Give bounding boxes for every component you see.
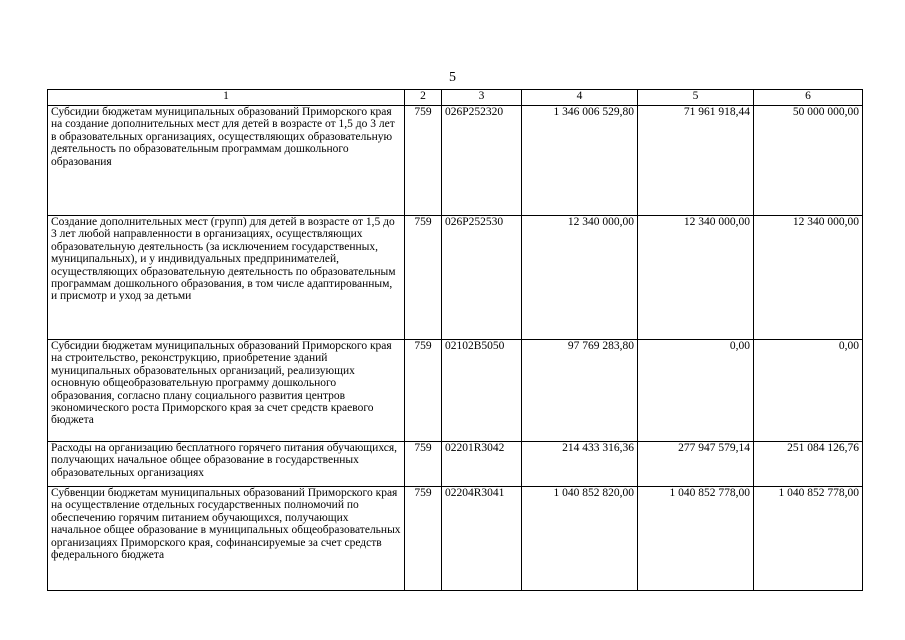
column-header-1: 1 (48, 90, 405, 106)
row-amount-3: 12 340 000,00 (754, 216, 863, 340)
column-header-6: 6 (754, 90, 863, 106)
row-description: Субсидии бюджетам муниципальных образований Приморского края на создание дополнительных мест для детей в возрасте от 1,5 до 3 лет в образовательных организациях, осуществляющих образовательную деятельность по образовательным программам дошкольного образования (48, 106, 405, 216)
row-amount-3: 1 040 852 778,00 (754, 487, 863, 591)
row-amount-3: 0,00 (754, 340, 863, 442)
row-description: Расходы на организацию бесплатного горячего питания обучающихся, получающих начальное общее образование в государственных образовательных организациях (48, 442, 405, 487)
row-amount-1: 1 346 006 529,80 (522, 106, 638, 216)
table-row (48, 487, 863, 591)
column-header-2: 2 (405, 90, 442, 106)
budget-table (47, 89, 863, 591)
row-department-code: 759 (405, 340, 442, 442)
table-row (48, 442, 863, 487)
row-amount-1: 1 040 852 820,00 (522, 487, 638, 591)
page-number: 5 (449, 70, 456, 85)
row-target-code: 026P252320 (442, 106, 522, 216)
column-header-5: 5 (638, 90, 754, 106)
row-target-code: 026P252530 (442, 216, 522, 340)
row-description: Субвенции бюджетам муниципальных образований Приморского края на осуществление отдельных государственных полномочий по обеспечению горячим питанием обучающихся, получающих начальное общее образование в муниципальных общеобразовательных организациях Приморского края, софинансируемые за счет средств федерального бюджета (48, 487, 405, 591)
row-department-code: 759 (405, 442, 442, 487)
table-row (48, 216, 863, 340)
row-amount-2: 0,00 (638, 340, 754, 442)
row-amount-1: 97 769 283,80 (522, 340, 638, 442)
row-amount-3: 251 084 126,76 (754, 442, 863, 487)
column-header-4: 4 (522, 90, 638, 106)
table-row (48, 340, 863, 442)
row-amount-1: 214 433 316,36 (522, 442, 638, 487)
row-description: Создание дополнительных мест (групп) для детей в возрасте от 1,5 до 3 лет любой направленности в организациях, осуществляющих образовательную деятельность (за исключением государственных, муниципальных), и у индивидуальных предпринимателей, осуществляющих образовательную деятельность по образовательным программам дошкольного образования, в том числе адаптированным, и присмотр и уход за детьми (48, 216, 405, 340)
row-amount-2: 277 947 579,14 (638, 442, 754, 487)
row-amount-2: 1 040 852 778,00 (638, 487, 754, 591)
row-target-code: 02204R3041 (442, 487, 522, 591)
row-target-code: 02201R3042 (442, 442, 522, 487)
table-header-row (48, 90, 863, 106)
row-amount-1: 12 340 000,00 (522, 216, 638, 340)
row-target-code: 02102В5050 (442, 340, 522, 442)
row-description: Субсидии бюджетам муниципальных образований Приморского края на строительство, реконструкцию, приобретение зданий муниципальных образовательных организаций, реализующих основную общеобразовательную программу дошкольного образования, согласно плану социального развития центров экономического роста Приморского края за счет средств краевого бюджета (48, 340, 405, 442)
column-header-3: 3 (442, 90, 522, 106)
row-department-code: 759 (405, 106, 442, 216)
row-department-code: 759 (405, 487, 442, 591)
row-amount-2: 12 340 000,00 (638, 216, 754, 340)
row-department-code: 759 (405, 216, 442, 340)
row-amount-2: 71 961 918,44 (638, 106, 754, 216)
table-row (48, 106, 863, 216)
row-amount-3: 50 000 000,00 (754, 106, 863, 216)
